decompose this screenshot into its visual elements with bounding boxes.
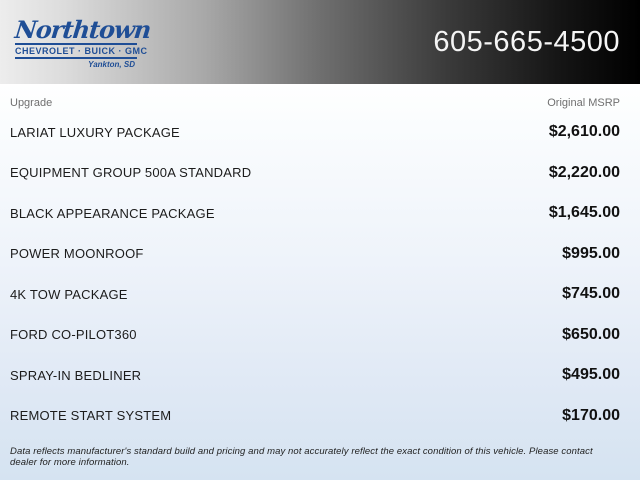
dealer-logo-brands: CHEVROLET · BUICK · GMC xyxy=(15,43,137,59)
dealer-logo xyxy=(13,14,152,69)
column-header-upgrade: Upgrade xyxy=(10,97,53,109)
upgrade-price: $170.00 xyxy=(562,406,620,424)
upgrades-table xyxy=(0,84,640,480)
upgrade-price: $650.00 xyxy=(562,325,620,343)
table-row xyxy=(10,315,620,356)
upgrade-price: $745.00 xyxy=(562,285,620,303)
table-row xyxy=(10,153,620,194)
table-row xyxy=(10,396,620,437)
upgrade-label: EQUIPMENT GROUP 500A STANDARD xyxy=(10,165,252,181)
upgrade-label: LARIAT LUXURY PACKAGE xyxy=(10,124,180,140)
upgrade-price: $495.00 xyxy=(562,366,620,384)
upgrade-price: $995.00 xyxy=(562,244,620,262)
table-header-row xyxy=(10,97,620,109)
dealer-logo-location: Yankton, SD xyxy=(88,59,135,69)
table-row xyxy=(10,193,620,234)
dealer-logo-name: Northtown xyxy=(13,14,152,44)
table-row xyxy=(10,112,620,153)
table-row xyxy=(10,234,620,275)
upgrade-label: SPRAY-IN BEDLINER xyxy=(10,367,142,383)
table-row xyxy=(10,274,620,315)
table-row xyxy=(10,355,620,396)
column-header-msrp: Original MSRP xyxy=(547,97,620,109)
upgrade-label: REMOTE START SYSTEM xyxy=(10,408,172,424)
dealer-header-banner xyxy=(0,0,640,84)
upgrade-price: $2,610.00 xyxy=(548,123,620,141)
upgrade-price: $2,220.00 xyxy=(548,163,620,181)
dealer-phone-number: 605-665-4500 xyxy=(433,25,620,58)
upgrade-label: BLACK APPEARANCE PACKAGE xyxy=(10,205,215,221)
upgrade-price: $1,645.00 xyxy=(548,204,620,222)
disclaimer-text: Data reflects manufacturer's standard build and pricing and may not accurately reflect the exact condition of this vehicle. Please contact dealer for more information. xyxy=(10,446,593,468)
upgrade-label: FORD CO-PILOT360 xyxy=(10,327,137,343)
upgrade-label: 4K TOW PACKAGE xyxy=(10,286,128,302)
upgrade-label: POWER MOONROOF xyxy=(10,246,144,262)
